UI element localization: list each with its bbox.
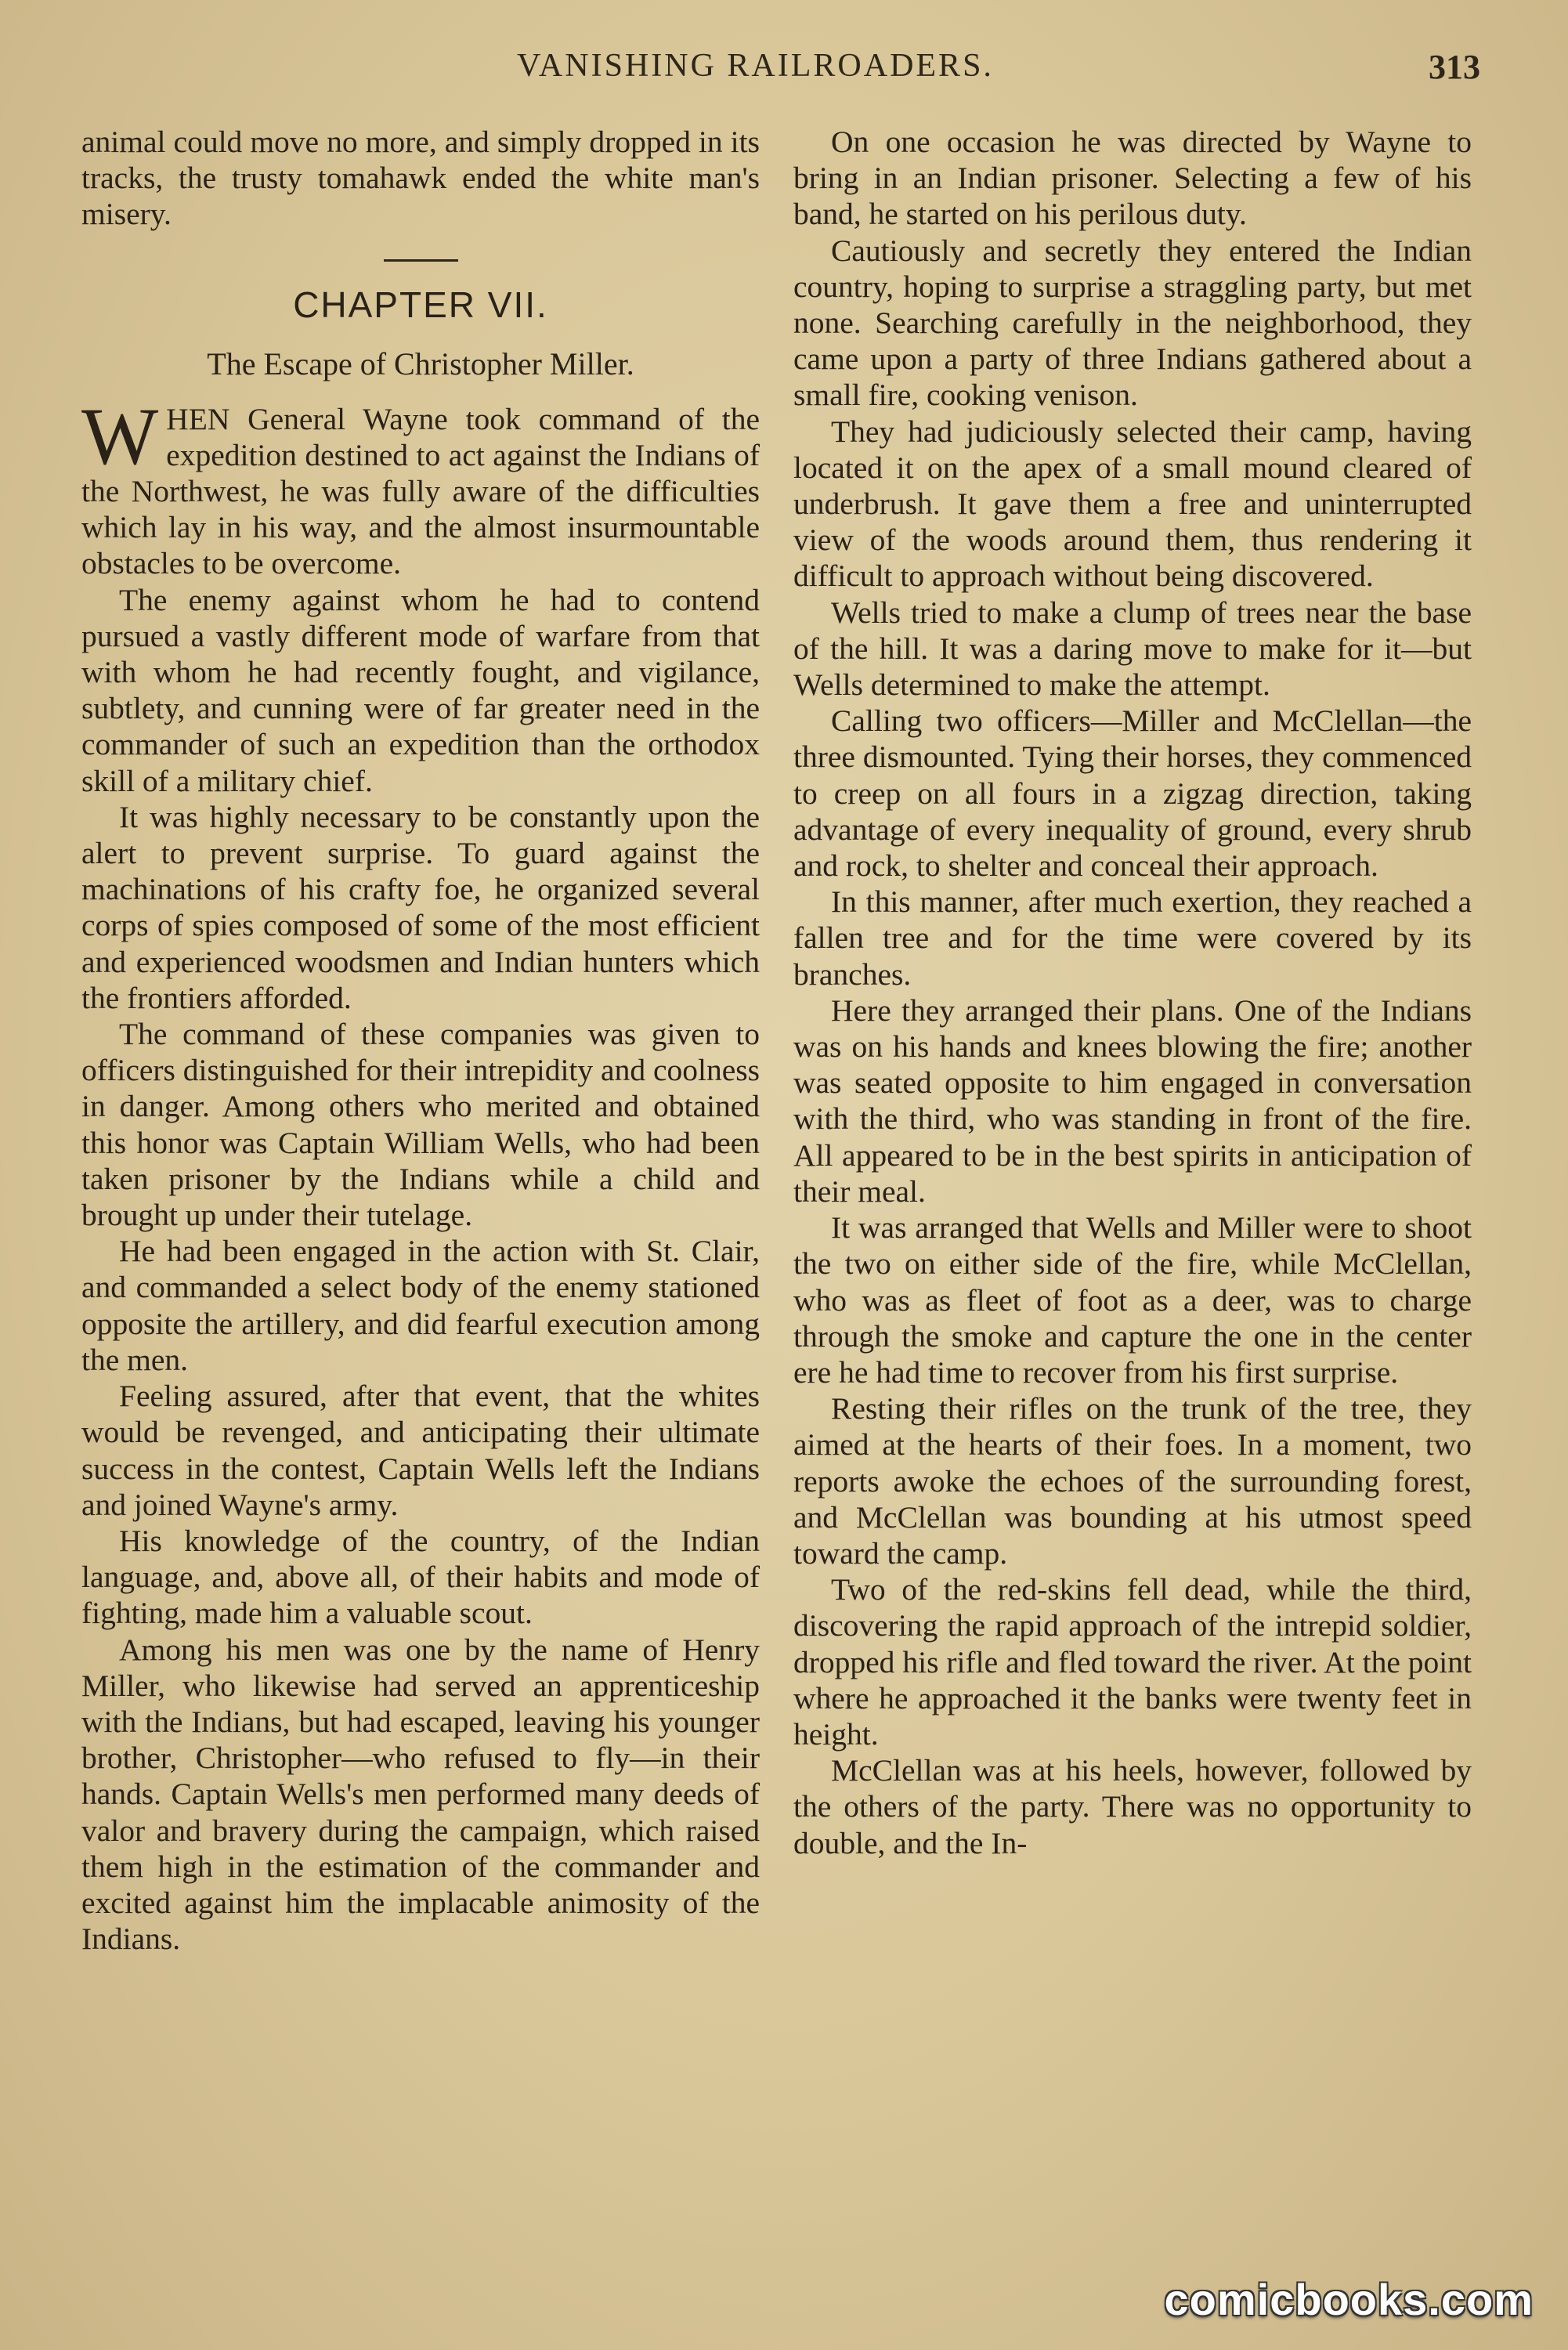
paragraph: Resting their rifles on the trunk of the tree, they aimed at the hearts of their foes. In a moment, two reports awoke the echoes of the surrounding forest, and McClellan was bounding at his utmost speed toward the camp.: [793, 1391, 1472, 1571]
right-column: [793, 124, 1472, 1861]
paragraph: Among his men was one by the name of Henry Miller, who likewise had served an apprenticeship with the Indians, but had escaped, leaving his younger brother, Christopher—who refused to fly—in their hands. Captain Wells's men performed many deeds of valor and bravery during the campaign, which raised them high in the estimation of the commander and excited against him the implacable animosity of the Indians.: [81, 1632, 760, 1957]
paragraph: His knowledge of the country, of the Indian language, and, above all, of their habits and mode of fighting, made him a valuable scout.: [81, 1523, 760, 1631]
section-divider: [384, 259, 458, 262]
paragraph: Here they arranged their plans. One of the Indians was on his hands and knees blowing the fire; another was seated opposite to him engaged in conversation with the third, who was standing in front of the fire. All appeared to be in the best spirits in anticipation of their meal.: [793, 992, 1472, 1209]
paragraph: They had judiciously selected their camp, having located it on the apex of a small mound cleared of underbrush. It gave them a free and uninterrupted view of the woods around them, thus rendering it difficult to approach without being discovered.: [793, 414, 1472, 594]
drop-cap: W: [81, 391, 159, 482]
paragraph: He had been engaged in the action with St. Clair, and commanded a select body of the enemy stationed opposite the artillery, and did fearful execution among the men.: [81, 1234, 760, 1377]
paragraph: The command of these companies was given to officers distinguished for their intrepidity and coolness in danger. Among others who merited and obtained this honor was Captain William Wells, who had been taken prisoner by the Indians while a child and brought up under their tutelage.: [81, 1017, 760, 1233]
paragraph: Two of the red-skins fell dead, while the third, discovering the rapid approach of the intrepid soldier, dropped his rifle and fled toward the river. At the point where he approached it the banks were twenty feet in height.: [793, 1572, 1472, 1752]
running-head: VANISHING RAILROADERS.: [517, 48, 994, 84]
paragraph: On one occasion he was directed by Wayne to bring in an Indian prisoner. Selecting a few of his band, he started on his perilous duty.: [793, 125, 1472, 232]
page-number: 313: [1429, 48, 1480, 86]
paragraph: Cautiously and secretly they entered the Indian country, hoping to surprise a straggling party, but met none. Searching carefully in the neighborhood, they came upon a party of three Indians gathered about a small fire, cooking venison.: [793, 233, 1472, 413]
paragraph: It was arranged that Wells and Miller were to shoot the two on either side of the fire, while McClellan, who was as fleet of foot as a deer, was to charge through the smoke and capture the one in the center ere he had time to recover from his first surprise.: [793, 1210, 1472, 1390]
page-header: [0, 41, 1568, 96]
first-paragraph-text: HEN General Wayne took command of the expedition destined to act against the Indians of the Northwest, he was fully aware of the difficulties which lay in his way, and the almost insurmountable obstacles to be overcome.: [81, 401, 760, 581]
first-paragraph: [81, 391, 760, 582]
paragraph: Feeling assured, after that event, that the whites would be revenged, and anticipating their ultimate success in the contest, Captain Wells left the Indians and joined Wayne's army.: [81, 1379, 760, 1522]
paragraph: In this manner, after much exertion, they reached a fallen tree and for the time were covered by its branches.: [793, 884, 1472, 992]
left-column: [81, 124, 760, 1957]
paragraph: Calling two officers—Miller and McClellan—the three dismounted. Tying their horses, they commenced to creep on all fours in a zigzag direction, taking advantage of every inequality of ground, every shrub and rock, to shelter and conceal their approach.: [793, 703, 1472, 884]
paragraph: The enemy against whom he had to contend pursued a vastly different mode of warfare from that with whom he had recently fought, and vigilance, subtlety, and cunning were of far greater need in the commander of such an expedition than the orthodox skill of a military chief.: [81, 582, 760, 798]
paragraph: Wells tried to make a clump of trees near the base of the hill. It was a daring move to make for it—but Wells determined to make the attempt.: [793, 595, 1472, 703]
paragraph: McClellan was at his heels, however, followed by the others of the party. There was no opportunity to double, and the In-: [793, 1753, 1472, 1860]
chapter-subtitle: The Escape of Christopher Miller.: [207, 345, 634, 381]
watermark: comicbooks.com: [1164, 2275, 1534, 2324]
continued-paragraph: animal could move no more, and simply dropped in its tracks, the trusty tomahawk ended the white man's misery.: [81, 125, 760, 232]
paragraph: It was highly necessary to be constantly upon the alert to prevent surprise. To guard against the machinations of his crafty foe, he organized several corps of spies composed of some of the most efficient and experienced woodsmen and Indian hunters which the frontiers afforded.: [81, 799, 760, 1015]
chapter-title: CHAPTER VII.: [293, 284, 548, 325]
